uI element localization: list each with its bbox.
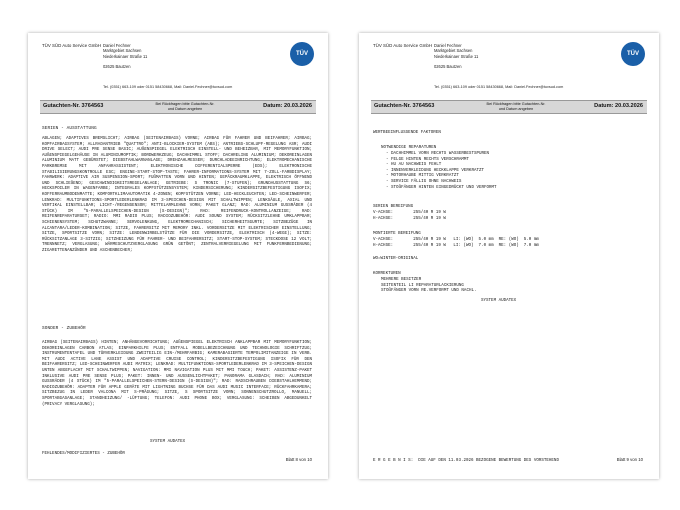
document-page-9 bbox=[359, 33, 659, 479]
page-number: Blatt 9 von 10 bbox=[616, 457, 643, 462]
report-number: Gutachten-Nr. 3764563 bbox=[43, 103, 104, 109]
montierte-bereifung-rows bbox=[373, 238, 539, 249]
report-header-bar bbox=[40, 100, 316, 114]
tire-row: V-ACHSE: 255/40 R 19 W LI: (WO) 5.0 mm RE: (WO) 5.0 mm bbox=[373, 238, 539, 242]
report-header-bar bbox=[371, 100, 647, 114]
repair-item: - DACHHIMMEL VORN RECHTS WASSERBESTSPUREN bbox=[386, 152, 490, 156]
tuv-logo: TÜV bbox=[290, 42, 314, 66]
repair-item: - MOTORHAUBE MITTIG VERKRATZT bbox=[386, 174, 459, 179]
tuv-logo: TÜV bbox=[621, 42, 645, 66]
factors-title: WERTBEEINFLUSSENDE FAKTOREN bbox=[373, 131, 441, 135]
repair-item: - FELGE HINTEN RECHTS VERSCHRAMMT bbox=[386, 157, 469, 162]
report-number: Gutachten-Nr. 3764563 bbox=[374, 103, 435, 109]
reply-note: Bei Rückfragen bitte Gutachten-Nr. und Datum angeben bbox=[486, 102, 546, 111]
korrektur-item: MEHRERE BESITZER bbox=[381, 278, 422, 282]
system-label: SYSTEM AUDATEX bbox=[481, 299, 517, 303]
repair-item: - INNENVERKLEIDUNG HECKKLAPPE VERKRATZT bbox=[386, 168, 485, 173]
address-line: 02625 Bautzen bbox=[434, 64, 462, 70]
report-date: Datum: 20.03.2026 bbox=[263, 103, 312, 109]
reply-note: Bei Rückfragen bitte Gutachten-Nr. und Datum angeben bbox=[155, 102, 215, 111]
korrekturen-title: KORREKTUREN bbox=[373, 272, 401, 276]
address-line: Daniel Fechner bbox=[434, 43, 462, 48]
tire-row: H-ACHSE: 255/40 R 19 W bbox=[373, 216, 446, 221]
address-line: Marktgebiet Sachsen bbox=[103, 48, 142, 54]
repair-item: - HU AU NACHWEIS FEHLT bbox=[386, 163, 442, 168]
contact-line: Tel. (0351) 663-109 oder 0151 58430668, Mail: Daniel.Fechner@tuvsud.com bbox=[103, 85, 233, 89]
address-line: Daniel Fechner bbox=[103, 43, 131, 48]
repairs-title: NOTWENDIGE REPARATUREN bbox=[381, 146, 437, 150]
repairs-list bbox=[386, 152, 497, 191]
company-name: TÜV SÜD Auto Service GmbH bbox=[42, 43, 102, 48]
result-statement: E R G E B N I S: DIE AUF DEN 11.03.2026 BEZOGENE BEWERTUNG DES VORSTEHEND bbox=[373, 459, 559, 463]
examiner-address bbox=[103, 43, 147, 69]
address-line: Marktgebiet Sachsen bbox=[434, 48, 473, 54]
address-line: 02625 Bautzen bbox=[103, 64, 131, 70]
tire-row: V-ACHSE: 255/40 R 19 W bbox=[373, 211, 446, 215]
serien-bereifung-rows bbox=[373, 211, 446, 222]
korrekturen-list bbox=[381, 278, 477, 295]
page-number: Blatt 8 von 10 bbox=[285, 457, 312, 462]
serien-ausstattung-text: ABLAGEN; ADAPTIVES BREMSLICHT; AIRBAG (SEITENAIRBAGS) VORNE; AIRBAG FÜR FAHRER UND BEIFAHRER; AIRBAG; KOPFAIRBAGSYSTEM; ALLRADANTRIEB "QUATTRO"; ANTI-BLOCKIER-SYSTEM (ABS); ANTRIEBS-SCHLUPF-REGELUNG ASR; AUDI DRIVE SELECT; AUDI PRE SENSE BASIC; AUßENSPIEGEL ELEKTRISCH EINSTELL- UND BEHEIZBAR, MIT MEMORYFUNKTION; AUßENSPIEGELGEHÄUSE IN ALUMINIUMOPTIK; BORDWERKZEUG; DACHHIMMEL STOFF; DACHRELING ALUMINIUM; DEKOREINLAGEN ALUMINIUM MATT GEBÜRSTET; DIEBSTAHLWARNANLAGE; DREHZAHLMESSER; DURCHLADEEINRICHTUNG; ELEKTROMECHANISCHE PARKBREMSE MIT ANFAHRASSISTENT; ELEKTRONISCHE DIFFERENTIALSPERRE (EDS); ELEKTRONISCHE STABILISIERUNGSKONTROLLE ESC; ENGINE-START-STOP-TASTE; FAHRER-INFORMATIONS-SYSTEM MIT 7-ZOLL-FARBDISPLAY; FAHRWERK: ADAPTIVE AIR SUSPENSION-SPORT; FUßMATTEN VORN UND HINTEN; GEPÄCKRAUMKLAPPE, ELEKTRISCH ÖFFNEND UND SCHLIEßEND; GESCHWINDIGKEITSREGELANLAGE; GETRIEBE: S TRONIC (7-STUFEN); GRUNDAUSSTATTUNG S6; HECKSPOILER IN WAGENFARBE; INTEGRALES KOPFSTÜTZENSYSTEM; KINDERSICHERUNG; KINDERSITZBEFESTIGUNG ISOFIX; KOFFERRAUMBODENMATTE; KOMFORTKLIMAAUTOMATIK 4-ZONEN; KOPFSTÜTZEN VORNE; LED-HECKLEUCHTEN; LED-SCHEINWERFER; LENKRAD: MULTIFUNKTIONS-SPORTLEDERLENKRAD IM 3-SPEICHEN-DESIGN MIT SCHALTWIPPEN; LENKSÄULE, AXIAL UND VERTIKAL EINSTELLBAR; LICHT-/REGENSENSOR; MITTELARMLEHNE VORN; PAKET GLANZ; RAD: ALUMINIUM GUSSRÄDER (4 STÜCK) IM "5-PARALLELSPEICHEN-DESIGN (S-DESIGN)"; RAD: REIFENDRUCK-KONTROLLANZEIGE; RAD: REIFENREPARATURSET; RADIO: MMI RADIO PLUS; RADIOZUBEHÖR: AUDI SOUND SYSTEM; RÜCKSITZLEHNE UMKLAPPBAR; SCHIENENSYSTEM; SCHUTZWANNE; SERVOLENKUNG, ELEKTROMECHANISCH; SICHERHEITSGURTE; SITZBEZÜGE IN ALCANTARA/LEDER-KOMBINATION; SITZE, FAHRERSITZ MIT MEMORY INKL. VORDERSITZE MIT ELEKTRISCHER EINSTELLUNG; SITZE, SPORTSITZE VORN; SITZE: LENDENWIRBELSTÜTZE FÜR DIE VORDERSITZE, ELEKTRISCH (4-WEGE); SITZE: RÜCKSITZANLAGE 3-SITZIG; SITZHEIZUNG FÜR FAHRER- UND BEIFAHRERSITZ; START-STOP-SYSTEM; STECKDOSE 12 VOLT; TRENNNETZ; VERGLASUNG; WÄRMESCHUTZVERGLASUNG GRÜN GETÖNT; ZENTRALVERRIEGELUNG MIT FUNKFERNBEDIENUNG; ZIGARETTENANZÜNDER UND ASCHENBECHER; bbox=[42, 137, 312, 253]
missing-accessories-title: FEHLENDES/MODIFIZIERTES - ZUBEHÖR bbox=[42, 452, 125, 456]
repair-item: - STOßFÄNGER HINTEN EINGEDRÜCKT UND VERFORMT bbox=[386, 185, 497, 190]
sonder-zubehoer-text: AIRBAG (SEITENAIRBAGS) HINTEN; ANHÄNGEVORRICHTUNG; AUßENSPIEGEL ELEKTRISCH ANKLAPPBAR MIT MEMORYFUNKTION; DEKOREINLAGEN CARBON ATLAS; EINPARKHILFE PLUS; ENTFALL MODELLBEZEICHNUNG UND TECHNOLOGIE SCHRIFTZUG; INSTRUMENTENTAFEL UND TÜRVERKLEIDUNG ZWEITEILIG EIN-/MEHRFARBIG; KAMERABASIERTE TEMPOLIMITANZEIGE IN VERB. MIT AUDI ACTIVE LANE ASSIST UND ADAPTIVE CRUISE CONTROL; KINDERSITZBEFESTIGUNG ISOFIX FÜR DEN BEIFAHRERSITZ; LED-SCHEINWERFER AUDI MATRIX; LENKRAD: MULTIFUNKTIONS-SPORTLEDERLENKRAD IM 3-SPEICHEN-DESIGN UNTEN ABGEFLACHT MIT SCHALTWIPPEN; NAVIGATION: MMI NAVIGATION PLUS MIT MMI TOUCH; PAKET: ASSISTENZ-PAKET INKLUSIVE AUDI PRE SENSE PLUS; PAKET: INNEN- UND AUSSENLICHTPAKET; PANORAMA GLASDACH; RAD: ALUMINIUM GUSSRÄDER (4 STÜCK) IM "5-PARALLELSPEICHEN-STERN-DESIGN (S-DESIGN)"; RAD: RADSCHRAUBEN DIEBSTAHLHEMMEND; RADIOZUBEHÖR: ADAPTER FÜR APPLE GERÄTE MIT LIGHTNING BUCHSE FÜR DAS AUDI MUSIC INTERFACE; RÜCKFAHRKAMERA; SITZBEZUG IN LEDER VALCONA MIT S-PRÄGUNG; SITZE, S SPORTSITZE VORN; SONNENSCHUTZROLLO, MANUELL; SPORTABGASANLAGE; STANDHEIZUNG/ -LÜFTUNG; TELEFON: AUDI PHONE BOX; VERGLASUNG: SCHEIBEN ABGEDUNKELT (PRIVACY VERGLASUNG); bbox=[42, 341, 312, 407]
contact-line: Tel. (0351) 663-109 oder 0151 58430668, Mail: Daniel.Fechner@tuvsud.com bbox=[434, 85, 564, 89]
section-title-serien-ausstattung: SERIEN - AUSSTATTUNG bbox=[42, 126, 97, 131]
tire-row: H-ACHSE: 255/40 R 19 W LI: (WO) 7.0 mm RE: (WO) 7.0 mm bbox=[373, 243, 539, 248]
company-name: TÜV SÜD Auto Service GmbH bbox=[373, 43, 433, 48]
report-date: Datum: 20.03.2026 bbox=[594, 103, 643, 109]
system-label: SYSTEM AUDATEX bbox=[150, 440, 186, 444]
address-line: Niederkainaer Straße 11 bbox=[434, 53, 479, 59]
korrektur-item: STOßFÄNGER VORN RE.VERFORMT UND NACHL. bbox=[381, 289, 477, 294]
serien-bereifung-title: SERIEN BEREIFUNG bbox=[373, 205, 414, 209]
montierte-bereifung-title: MONTIERTE BEREIFUNG bbox=[373, 232, 421, 236]
winter-original-note: WO=WINTER-ORIGINAL bbox=[373, 257, 419, 261]
repair-item: - SERVICE FÄLLIG OHNE NACHWEIS bbox=[386, 179, 462, 184]
address-line: Niederkainaer Straße 11 bbox=[103, 53, 148, 59]
section-title-sonder-zubehoer: SONDER - ZUBEHÖR bbox=[42, 326, 86, 331]
korrektur-item: SEITENTEIL LI REPARATURLACKIERUNG bbox=[381, 283, 464, 288]
document-page-8 bbox=[28, 33, 328, 479]
examiner-address bbox=[434, 43, 478, 69]
